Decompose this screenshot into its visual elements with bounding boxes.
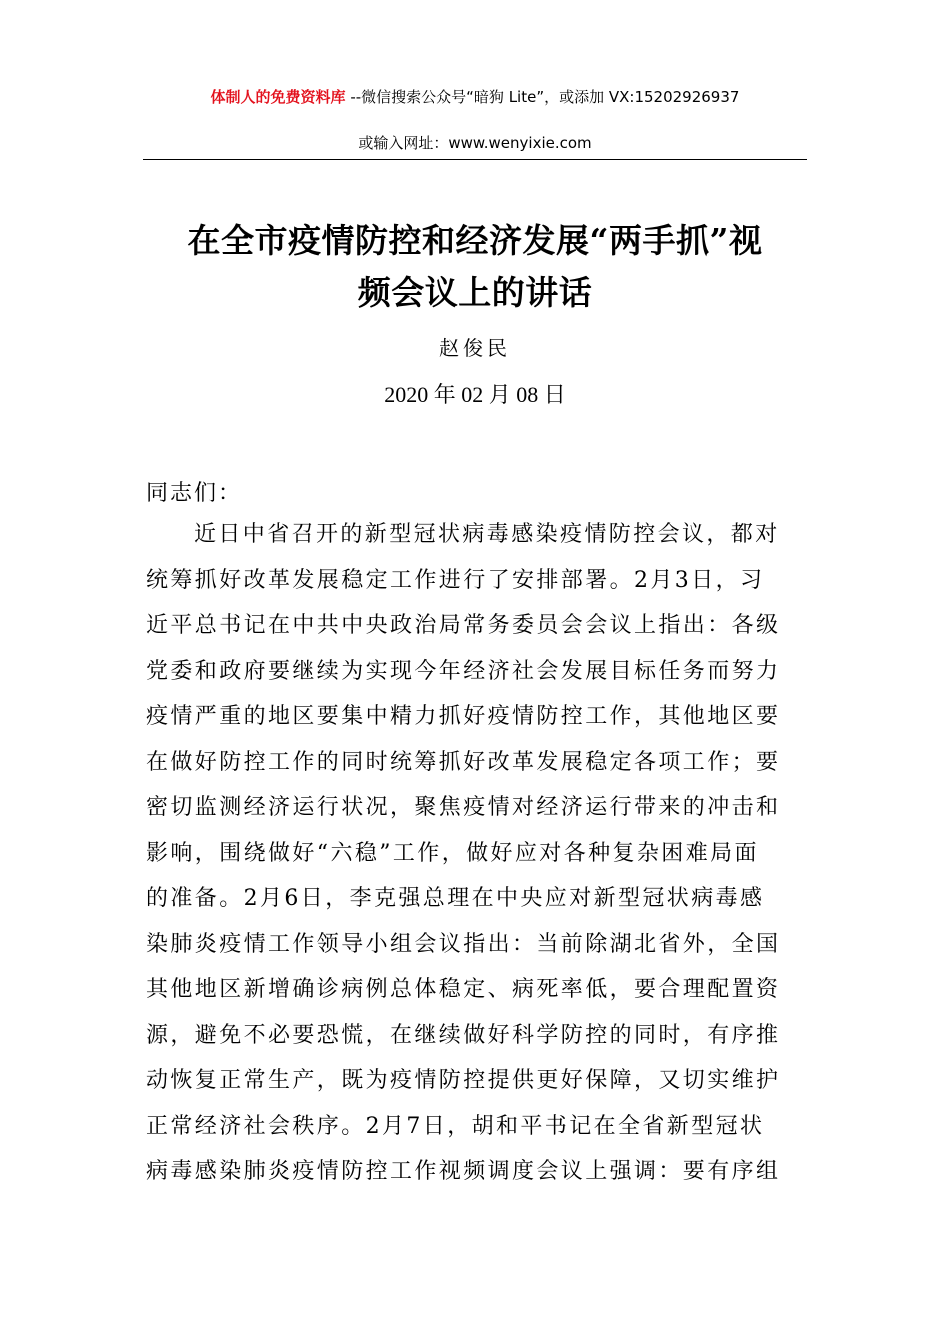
document-title: [143, 215, 807, 319]
promo-text: --微信搜索公众号“暗狗 Lite”，或添加 VX:15202926937: [345, 88, 740, 106]
title-line-1: 在全市疫情防控和经济发展“两手抓”视: [187, 221, 763, 260]
title-line-2: 频会议上的讲话: [357, 273, 593, 312]
body-line: 染肺炎疫情工作领导小组会议指出：当前除湖北省外，全国: [146, 931, 781, 957]
body-line: 正常经济社会秩序。2月7日，胡和平书记在全省新型冠状: [146, 1113, 765, 1139]
salutation: 同志们：: [146, 481, 243, 506]
body-line: 的准备。2月6日，李克强总理在中央应对新型冠状病毒感: [146, 886, 765, 911]
website-line: 或输入网址：www.wenyixie.com: [358, 134, 592, 152]
author-name: 赵俊民: [439, 336, 511, 360]
header-divider: [143, 159, 807, 160]
body-line: 近平总书记在中共中央政治局常务委员会会议上指出：各级: [146, 613, 781, 638]
body-line: 密切监测经济运行状况，聚焦疫情对经济运行带来的冲击和: [146, 795, 781, 820]
body-line: 党委和政府要继续为实现今年经济社会发展目标任务而努力: [146, 658, 781, 684]
body-line: 疫情严重的地区要集中精力抓好疫情防控工作，其他地区要: [146, 704, 781, 729]
body-line: 近日中省召开的新型冠状病毒感染疫情防控会议，都对: [194, 522, 780, 547]
brand-name: 体制人的免费资料库: [210, 88, 346, 106]
body-line: 统筹抓好改革发展稳定工作进行了安排部署。2月3日，习: [146, 567, 765, 593]
header-promo-line: [0, 86, 950, 107]
body-line: 其他地区新增确诊病例总体稳定、病死率低，要合理配置资: [146, 977, 781, 1002]
body-line: 病毒感染肺炎疫情防控工作视频调度会议上强调：要有序组: [146, 1159, 781, 1184]
document-date: 2020 年 02 月 08 日: [384, 382, 566, 407]
body-text: [146, 512, 810, 1195]
body-line: 源，避免不必要恐慌，在继续做好科学防控的同时，有序推: [146, 1022, 781, 1048]
body-line: 动恢复正常生产，既为疫情防控提供更好保障，又切实维护: [146, 1068, 781, 1093]
body-line: 影响，围绕做好“六稳”工作，做好应对各种复杂困难局面: [146, 840, 759, 866]
body-line: 在做好防控工作的同时统筹抓好改革发展稳定各项工作；要: [146, 749, 781, 775]
